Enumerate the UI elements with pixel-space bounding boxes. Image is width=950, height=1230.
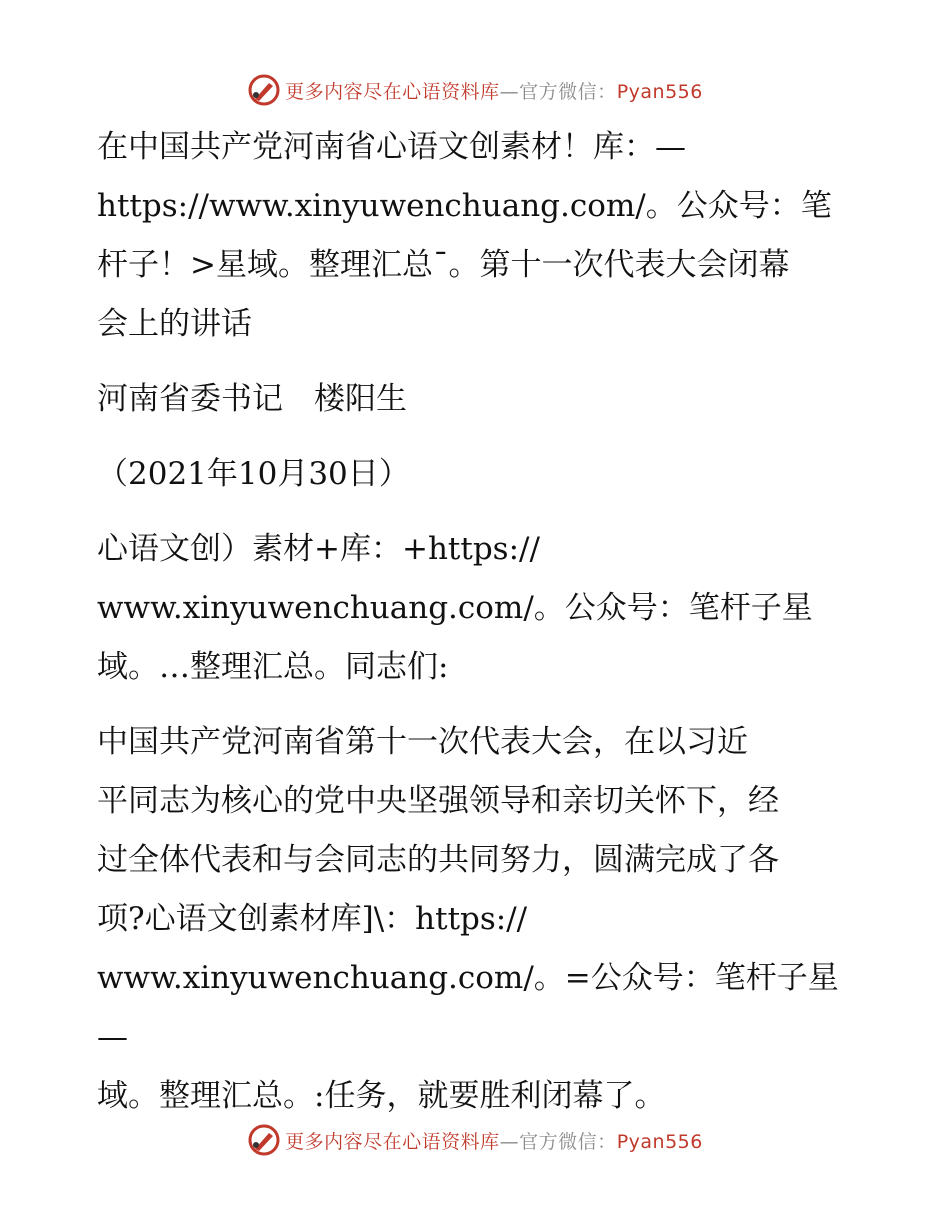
footer-watermark-banner [0, 1120, 950, 1160]
pen-logo-icon [247, 1123, 281, 1157]
paragraph-author [97, 370, 857, 429]
paragraph-salutation [97, 520, 857, 697]
paragraph-date [97, 445, 857, 504]
pen-logo-icon [247, 73, 281, 107]
text-line: www.xinyuwenchuang.com/。公众号：笔杆子星 [97, 590, 813, 626]
watermark-title: 更多内容尽在心语资料库 [285, 80, 500, 103]
watermark-wechat-label: —官方微信： [499, 80, 617, 103]
text-line: 过全体代表和与会同志的共同努力，圆满完成了各 [97, 842, 779, 878]
watermark-wechat-id: Pyan556 [616, 80, 703, 103]
paragraph-body [97, 713, 857, 1126]
text-line: 会上的讲话 [97, 306, 252, 342]
header-watermark-banner [0, 70, 950, 110]
text-line: 域。整理汇总。:任务，就要胜利闭幕了。 [97, 1078, 666, 1114]
text-line: 心语文创）素材+库：+https:// [97, 531, 540, 567]
text-line: www.xinyuwenchuang.com/。=公众号：笔杆子星— [97, 960, 839, 1055]
paragraph-title [97, 118, 857, 354]
text-line: 河南省委书记 楼阳生 [97, 381, 407, 417]
watermark-text [285, 77, 703, 104]
text-line: 杆子！>星域。整理汇总¯。第十一次代表大会闭幕 [97, 247, 790, 283]
text-line: 中国共产党河南省第十一次代表大会，在以习近 [97, 724, 748, 760]
text-line: 项?心语文创素材库]\：https:// [97, 901, 528, 937]
document-body [97, 118, 857, 1126]
watermark-title: 更多内容尽在心语资料库 [285, 1130, 500, 1153]
text-line: （2021年10月30日） [97, 456, 410, 492]
text-line: 在中国共产党河南省心语文创素材！库：— [97, 129, 686, 165]
text-line: https://www.xinyuwenchuang.com/。公众号：笔 [97, 188, 832, 224]
watermark-wechat-id: Pyan556 [616, 1130, 703, 1153]
text-line: 域。…整理汇总。同志们: [97, 649, 449, 685]
watermark-wechat-label: —官方微信： [499, 1130, 617, 1153]
text-line: 平同志为核心的党中央坚强领导和亲切关怀下，经 [97, 783, 779, 819]
watermark-text [285, 1127, 703, 1154]
